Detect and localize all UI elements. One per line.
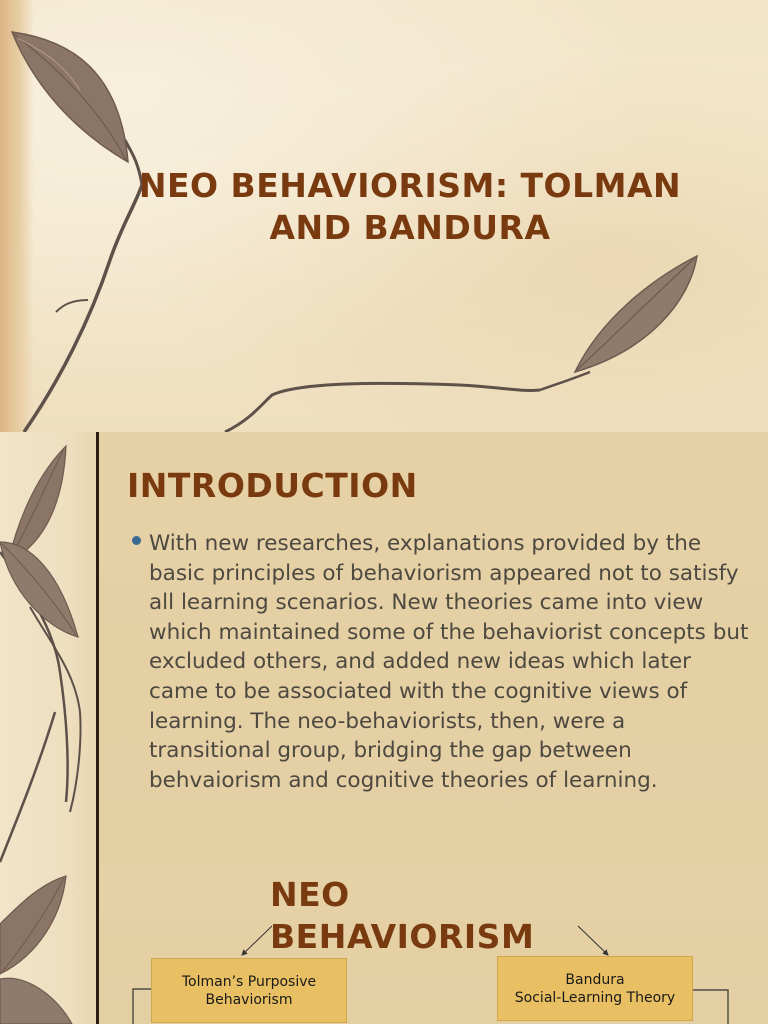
leaf-branch-decoration	[0, 432, 96, 864]
slide-divider	[96, 432, 99, 864]
slide-heading: INTRODUCTION	[127, 466, 418, 505]
tolman-label-line-2: Behaviorism	[205, 991, 293, 1008]
introduction-slide	[0, 432, 768, 864]
heading-line-2: BEHAVIORISM	[270, 917, 535, 956]
bandura-label-line-2: Social-Learning Theory	[514, 989, 676, 1006]
bullet-text: With new researches, explanations provided by the basic principles of behaviorism appeared not to satisfy all learning scenarios. New theories came into view which maintained some of the behaviorist concepts but excluded others, and added new ideas which later came to be associated with the cognitive views of learning. The neo-behaviorists, then, were a transitional group, bridging the gap between behvaiorism and cognitive theories of learning.	[149, 531, 749, 793]
slide-title: NEO BEHAVIORISM: TOLMAN AND BANDURA	[138, 166, 682, 247]
bandura-label-line-1: Bandura	[565, 971, 625, 988]
bandura-box	[497, 956, 693, 1021]
bullet-icon	[132, 536, 141, 545]
tolman-label-line-1: Tolman’s Purposive	[181, 973, 317, 990]
title-slide	[0, 0, 768, 432]
slide-sidebar	[0, 432, 96, 864]
tolman-box	[151, 958, 347, 1023]
neo-behaviorism-slide	[0, 864, 768, 1024]
heading-line-1: NEO	[270, 875, 350, 914]
